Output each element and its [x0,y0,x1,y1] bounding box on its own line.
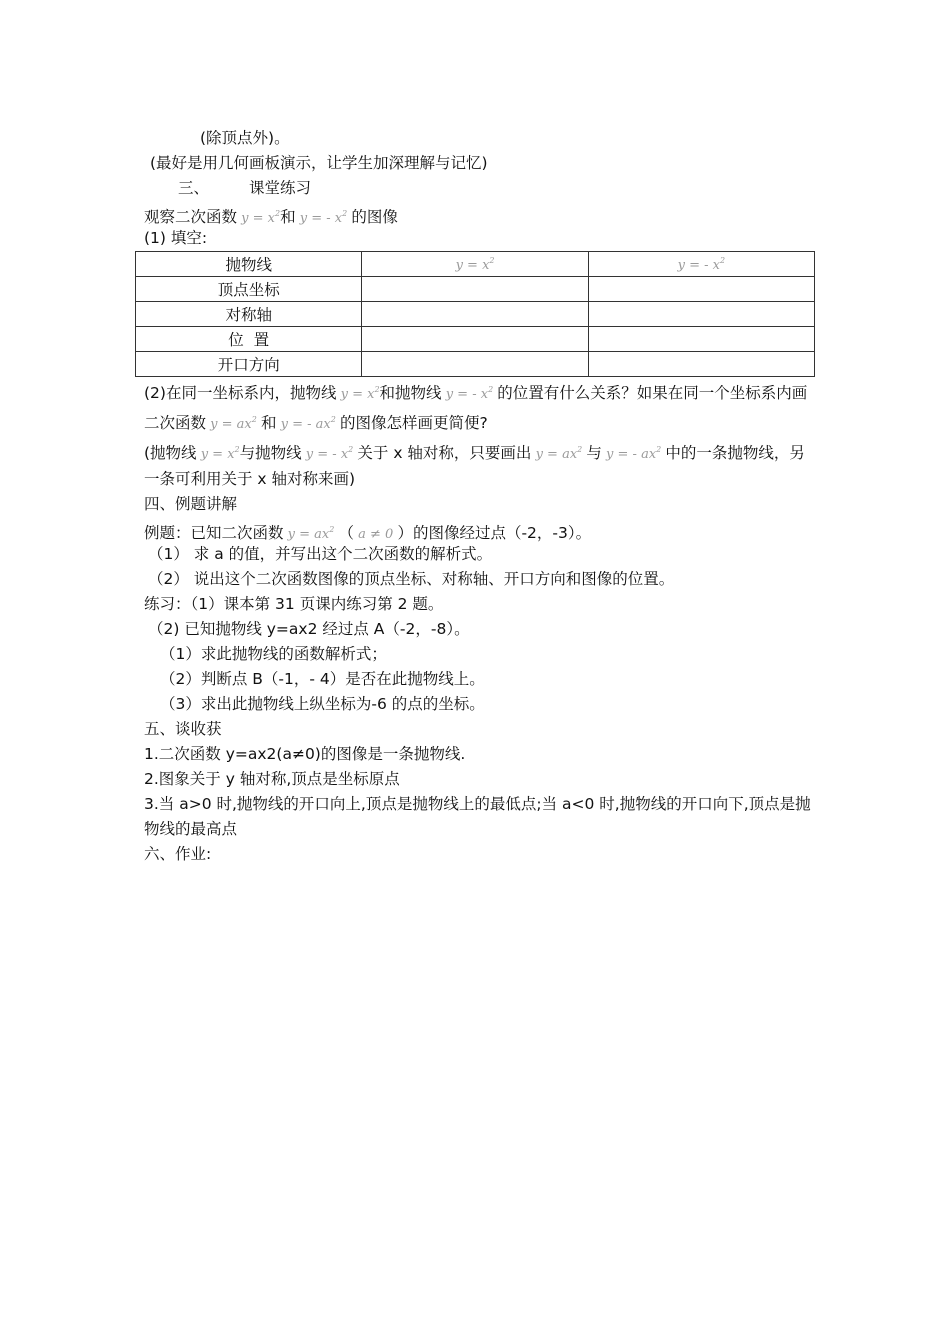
text-line [144,201,816,226]
table-cell [362,352,588,377]
text-line: （2）判断点 B（-1，- 4）是否在此抛物线上。 [160,670,485,688]
table-row-label: 开口方向 [136,352,362,377]
table-cell [588,302,814,327]
text-line: 1.二次函数 y=ax2(a≠0)的图像是一条抛物线. [144,745,466,763]
section-heading-5: 五、谈收获 [144,720,222,738]
table-header-cell [362,252,588,277]
table-row [136,352,815,377]
text-line: (除顶点外)。 [200,129,290,147]
table-row-label: 顶点坐标 [136,277,362,302]
formula: $y = x^2$ [241,209,281,226]
table-header-cell: 抛物线 [136,252,362,277]
text-span: 的图像 [351,208,398,226]
table-row [136,302,815,327]
example-line: 例题：已知二次函数 $y = ax^2$ （ a ≠ 0 ）的图像经过点（-2，-3）。 [144,524,592,542]
answer-paragraph: (抛物线 $y = x^2$与抛物线 y = - $x^2$ 关于 x 轴对称，只要画出 $y = ax^2$ 与 y = - $ax^2$ 中的一条抛物线，另一条可利用关于 x 轴对称来画) [144,444,805,488]
table-row [136,252,815,277]
text-line: （1） 求 a 的值，并写出这个二次函数的解析式。 [148,545,493,563]
section-heading-4: 四、例题讲解 [144,495,238,513]
table-row [136,277,815,302]
text-line: (最好是用几何画板演示，让学生加深理解与记忆) [150,154,488,172]
text-span: 观察二次函数 [144,208,238,226]
table-row-label: 位 置 [136,327,362,352]
text-line: （2) 已知抛物线 y=ax2 经过点 A（-2，-8）。 [148,620,470,638]
section-number: 三、 [178,179,210,197]
table-cell [362,327,588,352]
table-row [136,327,815,352]
formula: y = - $x^2$ [299,209,348,226]
text-line: 练习：（1）课本第 31 页课内练习第 2 题。 [144,595,444,613]
table-header-cell [588,252,814,277]
text-line: （2） 说出这个二次函数图像的顶点坐标、对称轴、开口方向和图像的位置。 [148,570,675,588]
formula: $y = x^2$ [455,256,495,273]
text-line: （1）求此抛物线的函数解析式； [160,645,387,663]
text-line: (1) 填空: [144,229,208,247]
question-paragraph: (2)在同一坐标系内，抛物线 $y = x^2$和抛物线 y = - $x^2$ 的位置有什么关系？如果在同一个坐标系内画二次函数 $y = ax^2$ 和 y = - $ax^2$ 的图像怎样画更简便? [144,384,808,432]
text-paragraph: 3.当 a>0 时,抛物线的开口向上,顶点是抛物线上的最低点;当 a<0 时,抛物线的开口向下,顶点是抛物线的最高点 [144,795,811,838]
table-cell [588,352,814,377]
text-span: 和 [280,208,296,226]
fill-in-table [135,251,815,377]
text-line: （3）求出此抛物线上纵坐标为-6 的点的坐标。 [160,695,485,713]
table-cell [588,277,814,302]
table-row-label: 对称轴 [136,302,362,327]
section-heading-6: 六、作业: [144,845,212,863]
formula: y = - $x^2$ [677,256,726,273]
text-line: 2.图象关于 y 轴对称,顶点是坐标原点 [144,770,400,788]
section-heading-3 [144,176,816,201]
document-body [144,126,816,867]
table-cell [362,302,588,327]
table-cell [588,327,814,352]
section-title: 课堂练习 [249,179,312,197]
table-cell [362,277,588,302]
